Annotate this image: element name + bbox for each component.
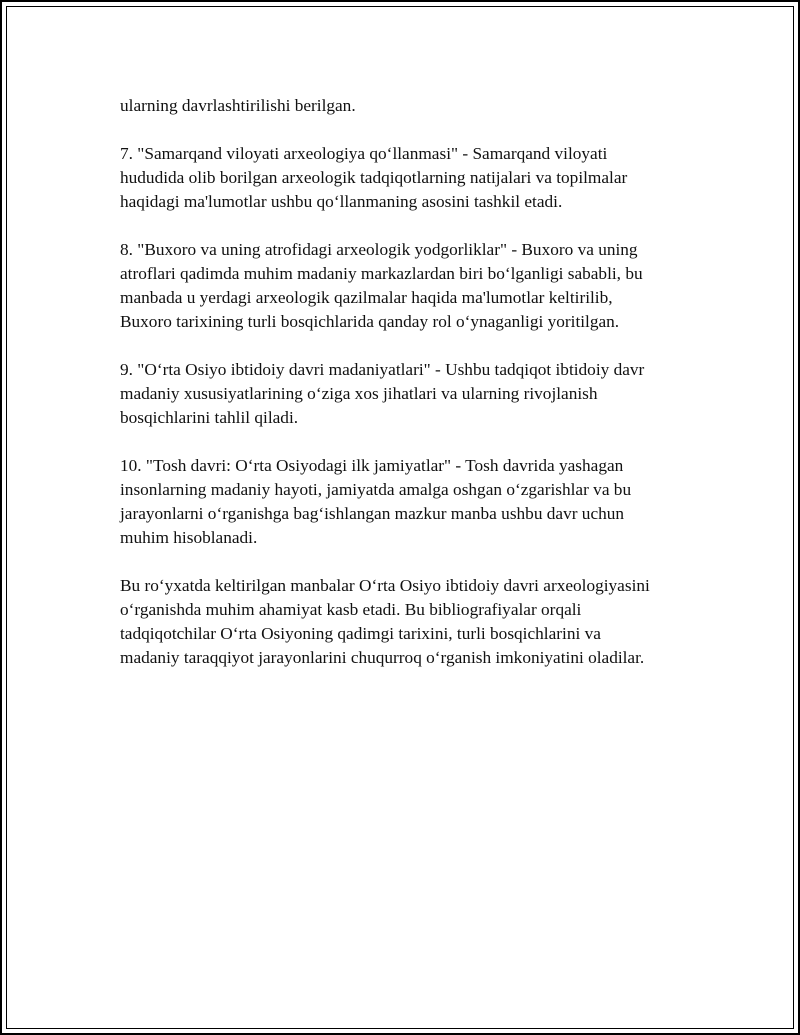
text-line: 8. "Buxoro va uning atrofidagi arxeologik yodgorliklar" - Buxoro va uning: [120, 240, 638, 259]
text-line: 9. "O‘rta Osiyo ibtidoiy davri madaniyatlari" - Ushbu tadqiqot ibtidoiy davr: [120, 360, 645, 379]
text-line: hududida olib borilgan arxeologik tadqiqotlarning natijalari va topilmalar: [120, 168, 628, 187]
text-line: jarayonlarni o‘rganishga bag‘ishlangan mazkur manba ushbu davr uchun: [120, 504, 625, 523]
paragraph-continuation: [120, 94, 690, 118]
text-line: atroflari qadimda muhim madaniy markazlardan biri bo‘lganligi sababli, bu: [120, 264, 643, 283]
conclusion-paragraph: [120, 574, 690, 670]
text-line: tadqiqotchilar O‘rta Osiyoning qadimgi tarixini, turli bosqichlarini va: [120, 624, 601, 643]
text-line: 10. "Tosh davri: O‘rta Osiyodagi ilk jamiyatlar" - Tosh davrida yashagan: [120, 456, 624, 475]
text-line: o‘rganishda muhim ahamiyat kasb etadi. Bu bibliografiyalar orqali: [120, 600, 582, 619]
bibliography-item-8: [120, 238, 690, 334]
text-line: insonlarning madaniy hayoti, jamiyatda amalga oshgan o‘zgarishlar va bu: [120, 480, 632, 499]
text-line: madaniy xususiyatlarining o‘ziga xos jihatlari va ularning rivojlanish: [120, 384, 598, 403]
text-line: bosqichlarini tahlil qiladi.: [120, 408, 299, 427]
bibliography-item-9: [120, 358, 690, 430]
text-line: madaniy taraqqiyot jarayonlarini chuqurroq o‘rganish imkoniyatini oladilar.: [120, 648, 645, 667]
bibliography-item-10: [120, 454, 690, 550]
text-line: Bu ro‘yxatda keltirilgan manbalar O‘rta Osiyo ibtidoiy davri arxeologiyasini: [120, 576, 650, 595]
text-line: Buxoro tarixining turli bosqichlarida qanday rol o‘ynaganligi yoritilgan.: [120, 312, 620, 331]
bibliography-item-7: [120, 142, 690, 214]
text-line: haqidagi ma'lumotlar ushbu qo‘llanmaning asosini tashkil etadi.: [120, 192, 563, 211]
text-line: muhim hisoblanadi.: [120, 528, 258, 547]
document-body: [120, 94, 690, 694]
text-line: 7. "Samarqand viloyati arxeologiya qo‘llanmasi" - Samarqand viloyati: [120, 144, 608, 163]
text-line: manbada u yerdagi arxeologik qazilmalar haqida ma'lumotlar keltirilib,: [120, 288, 613, 307]
text-line: ularning davrlashtirilishi berilgan.: [120, 96, 356, 115]
